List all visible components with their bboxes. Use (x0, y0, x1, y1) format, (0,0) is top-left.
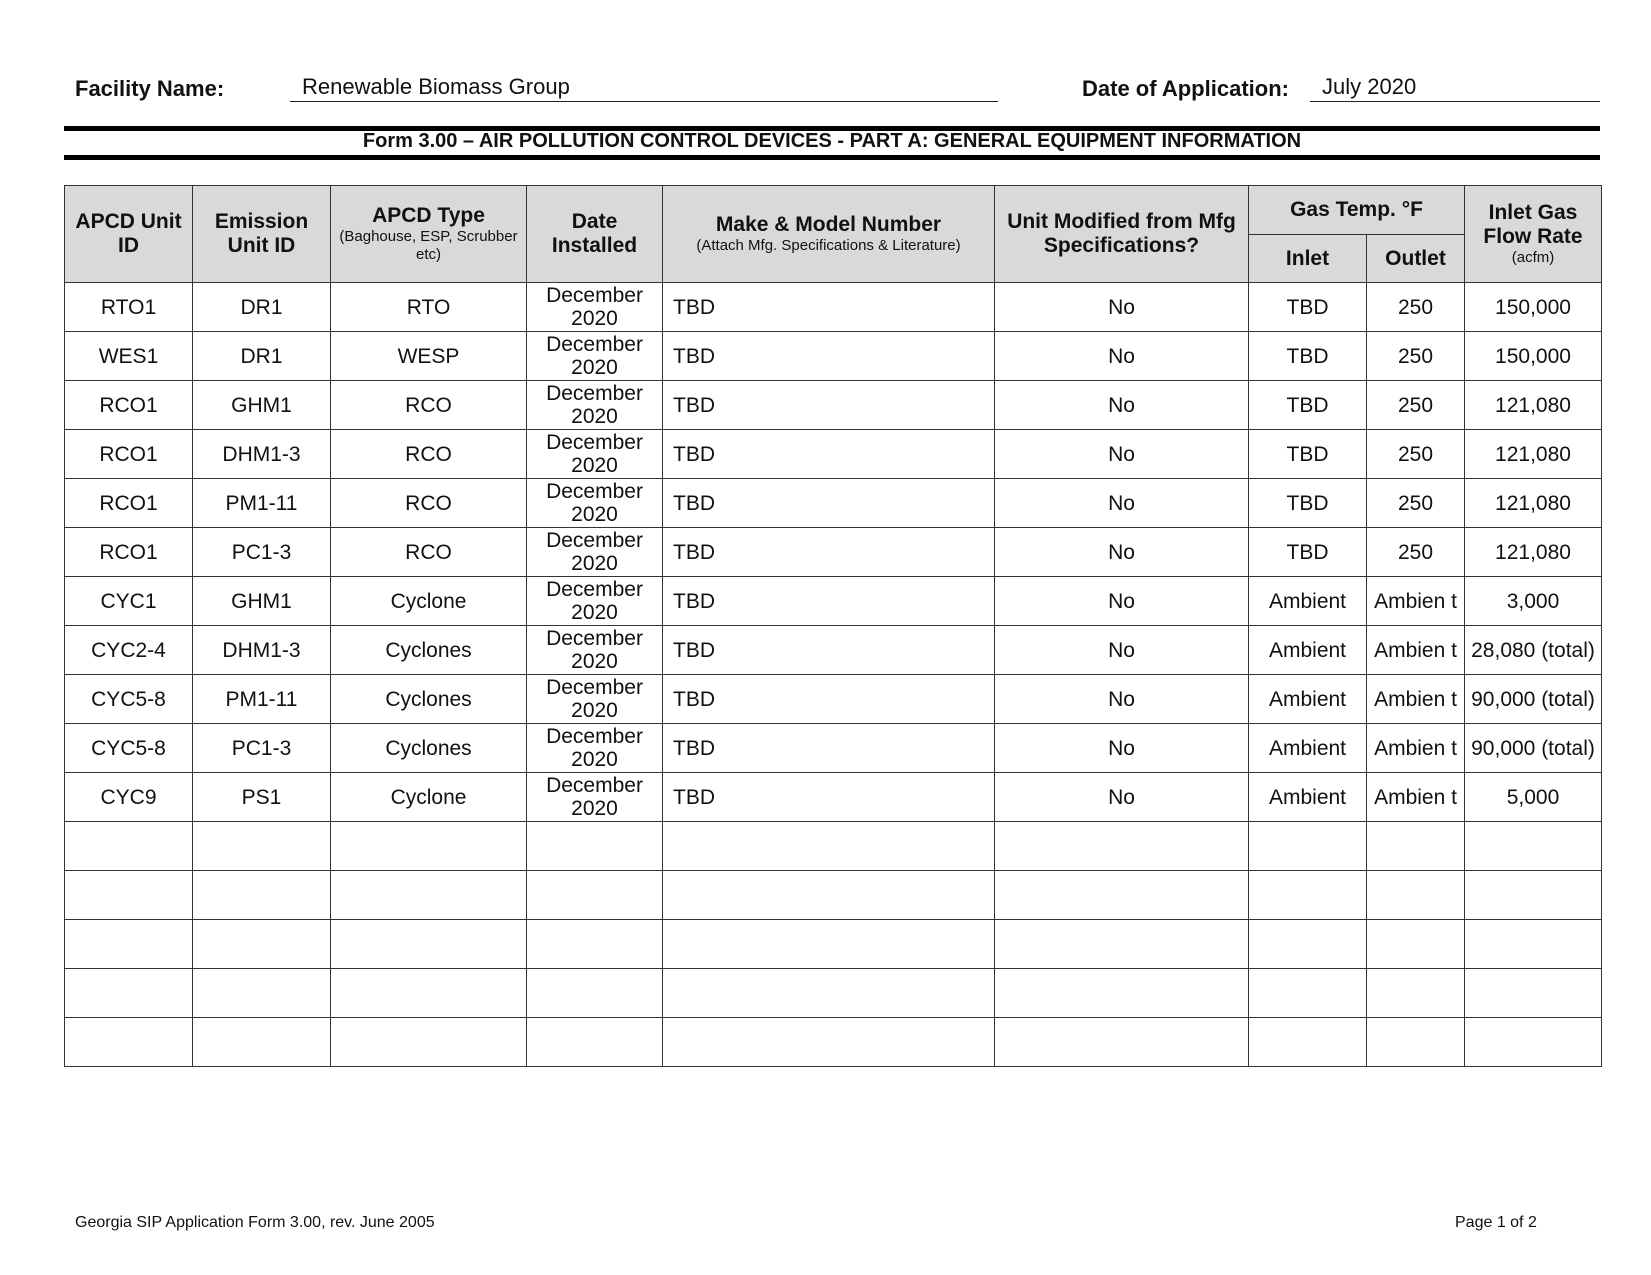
cell-inlet-gas-flow-rate[interactable]: 28,080 (total) (1465, 626, 1602, 675)
cell-gas-temp-inlet[interactable]: Ambient (1249, 773, 1367, 822)
cell-inlet-gas-flow-rate[interactable] (1465, 920, 1602, 969)
cell-emission-unit-id[interactable]: DR1 (193, 283, 331, 332)
header-apcd-type-sub: (Baghouse, ESP, Scrubber etc) (339, 228, 518, 263)
cell-apcd-type[interactable]: WESP (331, 332, 527, 381)
cell-emission-unit-id[interactable]: DHM1-3 (193, 626, 331, 675)
cell-date-installed[interactable]: December 2020 (527, 773, 663, 822)
table-row (65, 577, 1602, 626)
cell-apcd-unit-id[interactable]: WES1 (65, 332, 193, 381)
table-row (65, 381, 1602, 430)
cell-make-model[interactable]: TBD (663, 283, 995, 332)
cell-unit-modified[interactable]: No (995, 430, 1249, 479)
cell-apcd-type[interactable] (331, 1018, 527, 1067)
cell-apcd-unit-id[interactable] (65, 822, 193, 871)
header-flow-rate-sub: (acfm) (1511, 249, 1555, 266)
cell-gas-temp-inlet[interactable]: TBD (1249, 479, 1367, 528)
cell-apcd-type[interactable]: Cyclone (331, 577, 527, 626)
cell-date-installed[interactable] (527, 871, 663, 920)
cell-apcd-type[interactable]: Cyclones (331, 675, 527, 724)
cell-make-model[interactable]: TBD (663, 528, 995, 577)
cell-gas-temp-inlet[interactable] (1249, 1018, 1367, 1067)
date-of-application-label: Date of Application: (1082, 76, 1289, 101)
cell-inlet-gas-flow-rate[interactable]: 121,080 (1465, 381, 1602, 430)
cell-date-installed[interactable] (527, 822, 663, 871)
header-make-model (663, 186, 995, 283)
cell-date-installed[interactable]: December 2020 (527, 528, 663, 577)
cell-inlet-gas-flow-rate[interactable]: 3,000 (1465, 577, 1602, 626)
cell-inlet-gas-flow-rate[interactable] (1465, 822, 1602, 871)
cell-apcd-type[interactable] (331, 969, 527, 1018)
cell-gas-temp-inlet[interactable]: Ambient (1249, 577, 1367, 626)
cell-gas-temp-inlet[interactable]: TBD (1249, 528, 1367, 577)
cell-inlet-gas-flow-rate[interactable]: 90,000 (total) (1465, 724, 1602, 773)
cell-apcd-unit-id[interactable] (65, 1018, 193, 1067)
cell-gas-temp-outlet[interactable] (1367, 822, 1465, 871)
header-unit-modified: Unit Modified from Mfg Specifications? (995, 186, 1249, 283)
cell-inlet-gas-flow-rate[interactable]: 150,000 (1465, 332, 1602, 381)
cell-inlet-gas-flow-rate[interactable] (1465, 871, 1602, 920)
cell-date-installed[interactable] (527, 969, 663, 1018)
cell-apcd-unit-id[interactable] (65, 871, 193, 920)
cell-inlet-gas-flow-rate[interactable]: 121,080 (1465, 528, 1602, 577)
cell-gas-temp-inlet[interactable]: Ambient (1249, 724, 1367, 773)
cell-date-installed[interactable]: December 2020 (527, 381, 663, 430)
table-row-empty (65, 969, 1602, 1018)
header-gas-temp: Gas Temp. °F (1249, 186, 1465, 235)
cell-make-model[interactable] (663, 822, 995, 871)
cell-unit-modified[interactable]: No (995, 479, 1249, 528)
cell-apcd-unit-id[interactable] (65, 920, 193, 969)
table-row (65, 773, 1602, 822)
cell-gas-temp-inlet[interactable] (1249, 822, 1367, 871)
table-row (65, 479, 1602, 528)
cell-unit-modified[interactable] (995, 822, 1249, 871)
header-inlet-gas-flow-rate (1465, 186, 1602, 283)
footer-page-number: Page 1 of 2 (1455, 1214, 1537, 1231)
equipment-table (64, 185, 1602, 1067)
cell-make-model[interactable] (663, 871, 995, 920)
cell-apcd-type[interactable]: Cyclones (331, 724, 527, 773)
cell-make-model[interactable] (663, 969, 995, 1018)
cell-emission-unit-id[interactable]: PM1-11 (193, 479, 331, 528)
cell-gas-temp-outlet[interactable]: Ambien t (1367, 724, 1465, 773)
table-row (65, 332, 1602, 381)
cell-gas-temp-inlet[interactable]: TBD (1249, 332, 1367, 381)
cell-inlet-gas-flow-rate[interactable] (1465, 1018, 1602, 1067)
cell-unit-modified[interactable] (995, 871, 1249, 920)
cell-gas-temp-outlet[interactable] (1367, 1018, 1465, 1067)
cell-unit-modified[interactable]: No (995, 381, 1249, 430)
header-gas-temp-outlet: Outlet (1367, 235, 1465, 283)
cell-unit-modified[interactable] (995, 969, 1249, 1018)
cell-gas-temp-outlet[interactable]: 250 (1367, 528, 1465, 577)
cell-emission-unit-id[interactable]: DR1 (193, 332, 331, 381)
cell-date-installed[interactable]: December 2020 (527, 332, 663, 381)
cell-apcd-unit-id[interactable]: CYC5-8 (65, 675, 193, 724)
cell-apcd-unit-id[interactable]: RCO1 (65, 528, 193, 577)
cell-inlet-gas-flow-rate[interactable]: 90,000 (total) (1465, 675, 1602, 724)
cell-make-model[interactable]: TBD (663, 724, 995, 773)
cell-apcd-type[interactable]: Cyclones (331, 626, 527, 675)
cell-gas-temp-outlet[interactable] (1367, 920, 1465, 969)
cell-apcd-unit-id[interactable]: CYC5-8 (65, 724, 193, 773)
cell-apcd-type[interactable]: RCO (331, 528, 527, 577)
cell-emission-unit-id[interactable]: PS1 (193, 773, 331, 822)
cell-gas-temp-outlet[interactable]: Ambien t (1367, 626, 1465, 675)
cell-inlet-gas-flow-rate[interactable]: 121,080 (1465, 479, 1602, 528)
cell-apcd-unit-id[interactable]: RCO1 (65, 381, 193, 430)
table-row-empty (65, 822, 1602, 871)
table-row (65, 528, 1602, 577)
cell-gas-temp-inlet[interactable] (1249, 969, 1367, 1018)
cell-apcd-type[interactable]: RTO (331, 283, 527, 332)
table-row (65, 430, 1602, 479)
cell-apcd-type[interactable]: Cyclone (331, 773, 527, 822)
cell-apcd-type[interactable] (331, 822, 527, 871)
table-row (65, 626, 1602, 675)
cell-make-model[interactable]: TBD (663, 381, 995, 430)
cell-make-model[interactable]: TBD (663, 675, 995, 724)
cell-emission-unit-id[interactable] (193, 969, 331, 1018)
header-apcd-type (331, 186, 527, 283)
cell-gas-temp-outlet[interactable] (1367, 969, 1465, 1018)
cell-date-installed[interactable]: December 2020 (527, 430, 663, 479)
cell-make-model[interactable]: TBD (663, 626, 995, 675)
cell-gas-temp-outlet[interactable]: 250 (1367, 332, 1465, 381)
facility-name-label: Facility Name: (75, 76, 225, 101)
cell-apcd-unit-id[interactable]: RCO1 (65, 430, 193, 479)
table-row-empty (65, 871, 1602, 920)
cell-emission-unit-id[interactable]: PC1-3 (193, 528, 331, 577)
cell-date-installed[interactable]: December 2020 (527, 626, 663, 675)
date-of-application-field[interactable]: July 2020 (1310, 72, 1600, 102)
cell-apcd-type[interactable]: RCO (331, 381, 527, 430)
cell-gas-temp-inlet[interactable]: TBD (1249, 430, 1367, 479)
cell-gas-temp-inlet[interactable] (1249, 920, 1367, 969)
cell-emission-unit-id[interactable] (193, 1018, 331, 1067)
facility-name-field[interactable]: Renewable Biomass Group (290, 72, 998, 102)
table-row (65, 283, 1602, 332)
cell-unit-modified[interactable] (995, 920, 1249, 969)
cell-gas-temp-outlet[interactable]: 250 (1367, 479, 1465, 528)
cell-gas-temp-inlet[interactable]: Ambient (1249, 626, 1367, 675)
cell-inlet-gas-flow-rate[interactable]: 5,000 (1465, 773, 1602, 822)
cell-unit-modified[interactable]: No (995, 332, 1249, 381)
cell-apcd-type[interactable]: RCO (331, 479, 527, 528)
cell-inlet-gas-flow-rate[interactable]: 150,000 (1465, 283, 1602, 332)
cell-apcd-type[interactable] (331, 871, 527, 920)
cell-unit-modified[interactable]: No (995, 528, 1249, 577)
cell-apcd-type[interactable] (331, 920, 527, 969)
cell-emission-unit-id[interactable]: DHM1-3 (193, 430, 331, 479)
table-row (65, 675, 1602, 724)
cell-emission-unit-id[interactable]: PC1-3 (193, 724, 331, 773)
cell-unit-modified[interactable]: No (995, 577, 1249, 626)
table-row-empty (65, 920, 1602, 969)
cell-unit-modified[interactable]: No (995, 724, 1249, 773)
cell-unit-modified[interactable]: No (995, 675, 1249, 724)
cell-unit-modified[interactable]: No (995, 283, 1249, 332)
header-date-installed: Date Installed (527, 186, 663, 283)
cell-gas-temp-outlet[interactable]: 250 (1367, 283, 1465, 332)
cell-inlet-gas-flow-rate[interactable]: 121,080 (1465, 430, 1602, 479)
cell-apcd-type[interactable]: RCO (331, 430, 527, 479)
cell-gas-temp-outlet[interactable]: Ambien t (1367, 675, 1465, 724)
cell-unit-modified[interactable]: No (995, 773, 1249, 822)
cell-emission-unit-id[interactable]: GHM1 (193, 381, 331, 430)
cell-emission-unit-id[interactable] (193, 822, 331, 871)
header-gas-temp-inlet: Inlet (1249, 235, 1367, 283)
cell-gas-temp-inlet[interactable]: TBD (1249, 283, 1367, 332)
cell-emission-unit-id[interactable]: GHM1 (193, 577, 331, 626)
cell-gas-temp-inlet[interactable]: TBD (1249, 381, 1367, 430)
cell-make-model[interactable]: TBD (663, 430, 995, 479)
cell-date-installed[interactable]: December 2020 (527, 675, 663, 724)
cell-gas-temp-outlet[interactable]: 250 (1367, 430, 1465, 479)
cell-apcd-unit-id[interactable]: CYC9 (65, 773, 193, 822)
header-make-model-sub: (Attach Mfg. Specifications & Literature) (696, 237, 961, 254)
form-title: Form 3.00 – AIR POLLUTION CONTROL DEVICES - PART A: GENERAL EQUIPMENT INFORMATION (362, 130, 1302, 152)
header-emission-unit-id: Emission Unit ID (193, 186, 331, 283)
cell-gas-temp-outlet[interactable]: Ambien t (1367, 773, 1465, 822)
table-row (65, 724, 1602, 773)
cell-make-model[interactable] (663, 1018, 995, 1067)
cell-apcd-unit-id[interactable] (65, 969, 193, 1018)
cell-gas-temp-outlet[interactable]: Ambien t (1367, 577, 1465, 626)
cell-date-installed[interactable]: December 2020 (527, 479, 663, 528)
cell-date-installed[interactable]: December 2020 (527, 577, 663, 626)
cell-date-installed[interactable] (527, 1018, 663, 1067)
cell-emission-unit-id[interactable] (193, 871, 331, 920)
cell-apcd-unit-id[interactable]: RCO1 (65, 479, 193, 528)
table-row-empty (65, 1018, 1602, 1067)
header-apcd-unit-id: APCD Unit ID (65, 186, 193, 283)
cell-gas-temp-outlet[interactable]: 250 (1367, 381, 1465, 430)
cell-apcd-unit-id[interactable]: RTO1 (65, 283, 193, 332)
cell-gas-temp-outlet[interactable] (1367, 871, 1465, 920)
header-make-model-label: Make & Model Number (715, 213, 942, 236)
cell-date-installed[interactable]: December 2020 (527, 283, 663, 332)
cell-apcd-unit-id[interactable]: CYC2-4 (65, 626, 193, 675)
cell-unit-modified[interactable] (995, 1018, 1249, 1067)
title-bottom-rule (64, 155, 1600, 160)
cell-make-model[interactable]: TBD (663, 332, 995, 381)
cell-make-model[interactable]: TBD (663, 479, 995, 528)
cell-make-model[interactable] (663, 920, 995, 969)
footer-form-revision: Georgia SIP Application Form 3.00, rev. June 2005 (75, 1214, 435, 1231)
cell-unit-modified[interactable]: No (995, 626, 1249, 675)
cell-date-installed[interactable] (527, 920, 663, 969)
cell-make-model[interactable]: TBD (663, 577, 995, 626)
header-flow-rate-label: Inlet Gas Flow Rate (1483, 201, 1583, 248)
cell-gas-temp-inlet[interactable] (1249, 871, 1367, 920)
cell-make-model[interactable]: TBD (663, 773, 995, 822)
cell-emission-unit-id[interactable]: PM1-11 (193, 675, 331, 724)
cell-emission-unit-id[interactable] (193, 920, 331, 969)
header-apcd-type-label: APCD Type (372, 204, 485, 227)
cell-gas-temp-inlet[interactable]: Ambient (1249, 675, 1367, 724)
cell-inlet-gas-flow-rate[interactable] (1465, 969, 1602, 1018)
cell-apcd-unit-id[interactable]: CYC1 (65, 577, 193, 626)
cell-date-installed[interactable]: December 2020 (527, 724, 663, 773)
